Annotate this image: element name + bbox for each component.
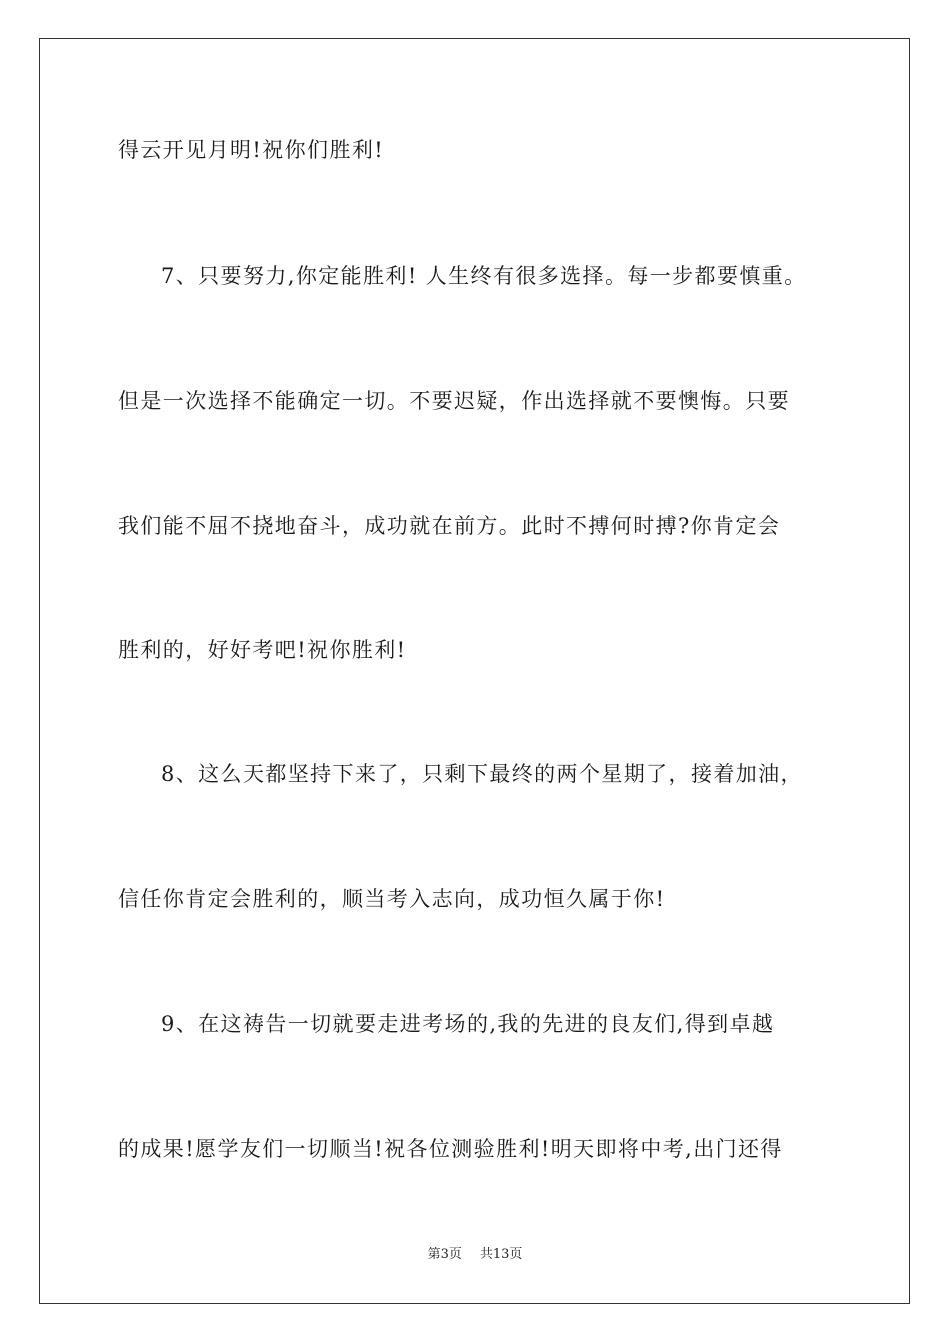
text-line: 8、这么天都坚持下来了，只剩下最终的两个星期了，接着加油， <box>161 762 803 786</box>
page-border <box>39 38 910 1304</box>
text-line: 胜利的，好好考吧!祝你胜利! <box>118 638 407 662</box>
text-line: 的成果!愿学友们一切顺当!祝各位测验胜利!明天即将中考,出门还得 <box>118 1137 783 1161</box>
page-total: 共13页 <box>479 1247 523 1262</box>
text-line: 但是一次选择不能确定一切。不要迟疑，作出选择就不要懊悔。只要 <box>118 389 790 413</box>
page-number: 第3页 <box>427 1247 462 1262</box>
text-line: 我们能不屈不挠地奋斗，成功就在前方。此时不搏何时搏?你肯定会 <box>118 514 781 538</box>
text-line: 得云开见月明!祝你们胜利! <box>118 138 385 162</box>
text-line: 7、只要努力,你定能胜利! 人生终有很多选择。每一步都要慎重。 <box>161 264 807 288</box>
page-footer <box>0 1246 950 1264</box>
text-line: 9、在这祷告一切就要走进考场的,我的先进的良友们,得到卓越 <box>161 1012 775 1036</box>
text-line: 信任你肯定会胜利的，顺当考入志向，成功恒久属于你! <box>118 887 666 911</box>
